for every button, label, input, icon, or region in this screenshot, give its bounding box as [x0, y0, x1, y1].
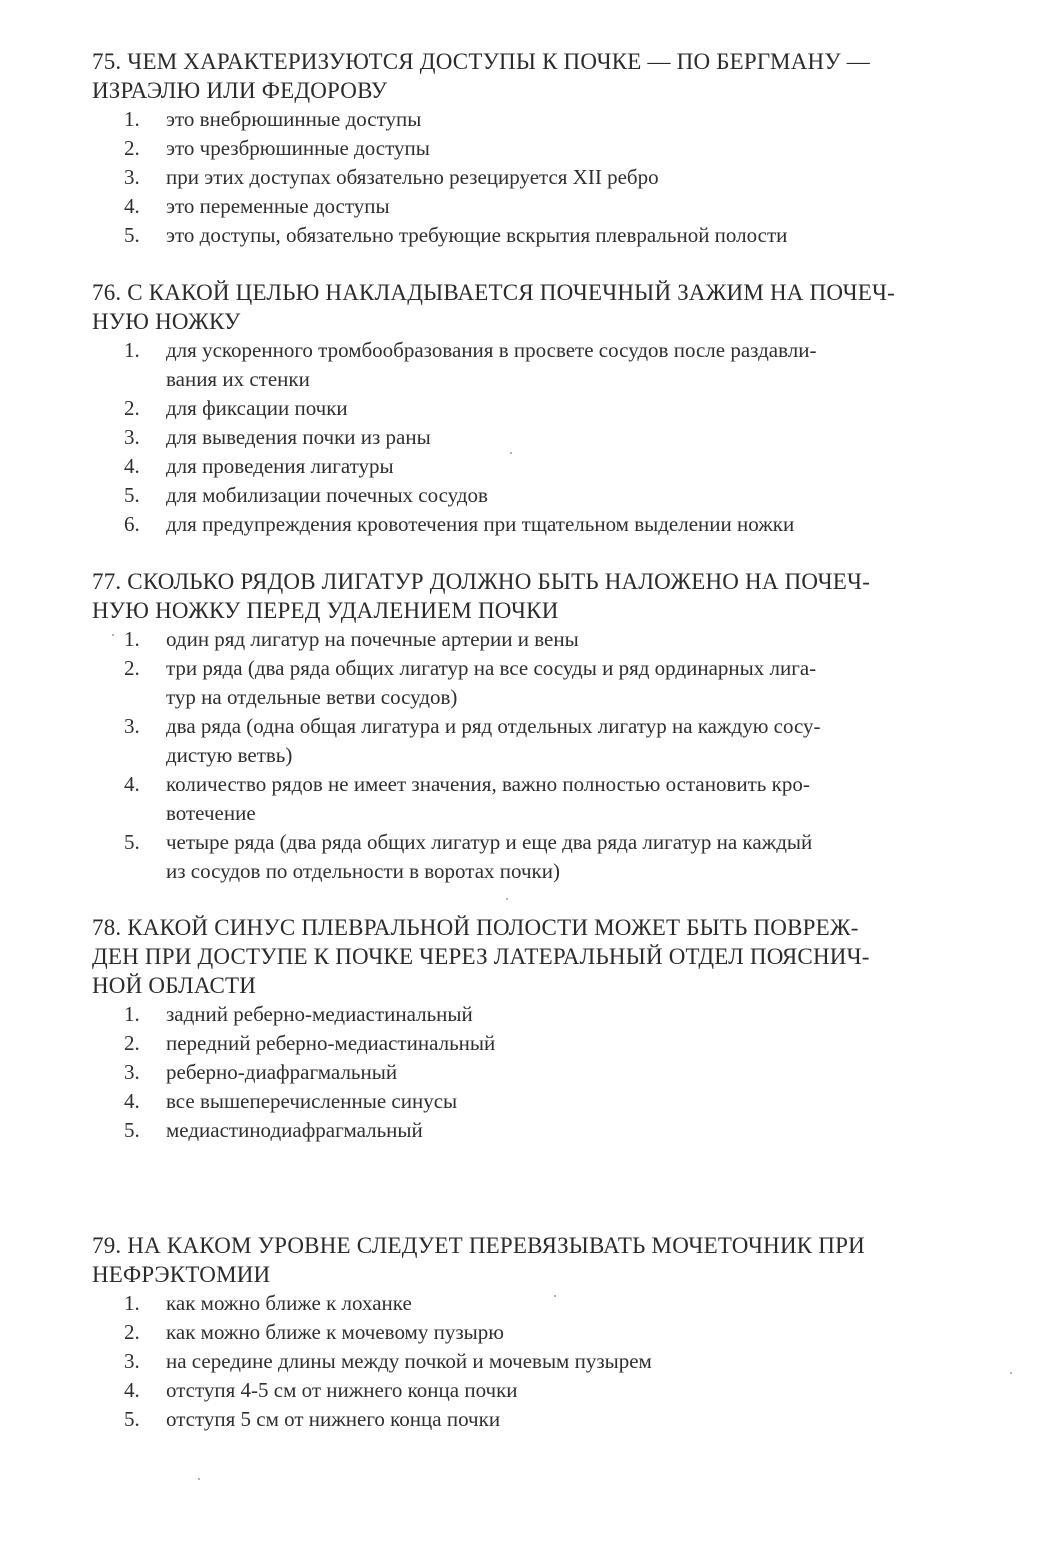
answer-item — [92, 510, 972, 539]
question-title-line: ДЕН ПРИ ДОСТУПЕ К ПОЧКЕ ЧЕРЕЗ ЛАТЕРАЛЬНЫЙ ОТДЕЛ ПОЯСНИЧ- — [92, 944, 870, 969]
answer-text: для предупреждения кровотечения при тщательном выделении ножки — [166, 512, 795, 536]
question-title-line: 75. ЧЕМ ХАРАКТЕРИЗУЮТСЯ ДОСТУПЫ К ПОЧКЕ — ПО БЕРГМАНУ — — [92, 49, 870, 74]
answer-text: для выведения почки из раны — [166, 425, 431, 449]
answer-number: 3. — [124, 165, 140, 189]
answer-list — [92, 1000, 972, 1145]
answer-item — [92, 1289, 972, 1318]
answer-text: это внебрюшинные доступы — [166, 107, 422, 131]
answer-item — [92, 336, 972, 394]
question-title-line: НЕФРЭКТОМИИ — [92, 1262, 271, 1287]
answer-item — [92, 192, 972, 221]
answer-list — [92, 336, 972, 539]
scan-speck — [198, 1478, 200, 1480]
answer-text: два ряда (одна общая лигатура и ряд отдельных лигатур на каждую сосу- — [166, 714, 821, 738]
question-title — [92, 278, 972, 336]
answer-item — [92, 828, 972, 886]
answer-list — [92, 625, 972, 886]
answer-number: 4. — [124, 1378, 140, 1402]
answer-item — [92, 134, 972, 163]
answer-item — [92, 1318, 972, 1347]
answer-item — [92, 1058, 972, 1087]
answer-item — [92, 1376, 972, 1405]
question-title-line: НУЮ НОЖКУ — [92, 309, 241, 334]
answer-number: 2. — [124, 1031, 140, 1055]
scan-speck — [510, 452, 512, 454]
answer-text: три ряда (два ряда общих лигатур на все сосуды и ряд ординарных лига- — [166, 656, 817, 680]
answer-text: задний реберно-медиастинальный — [166, 1002, 473, 1026]
answer-text: для фиксации почки — [166, 396, 348, 420]
answer-item — [92, 163, 972, 192]
answer-item — [92, 221, 972, 250]
answer-number: 2. — [124, 1320, 140, 1344]
answer-text: дистую ветвь) — [166, 743, 293, 767]
answer-item — [92, 1087, 972, 1116]
answer-text: тур на отдельные ветви сосудов) — [166, 685, 458, 709]
answer-list — [92, 1289, 972, 1434]
answer-text: четыре ряда (два ряда общих лигатур и еще два ряда лигатур на каждый — [166, 830, 813, 854]
question-title — [92, 47, 972, 105]
answer-number: 6. — [124, 512, 140, 536]
question-title — [92, 1231, 972, 1289]
answer-item — [92, 654, 972, 712]
answer-number: 3. — [124, 714, 140, 738]
answer-number: 2. — [124, 656, 140, 680]
question-76 — [92, 278, 972, 539]
answer-number: 5. — [124, 1407, 140, 1431]
answer-text: для мобилизации почечных сосудов — [166, 483, 488, 507]
answer-item — [92, 105, 972, 134]
question-title-line: 77. СКОЛЬКО РЯДОВ ЛИГАТУР ДОЛЖНО БЫТЬ НАЛОЖЕНО НА ПОЧЕЧ- — [92, 569, 871, 594]
answer-list — [92, 105, 972, 250]
answer-text: один ряд лигатур на почечные артерии и вены — [166, 627, 579, 651]
question-79 — [92, 1231, 972, 1434]
scan-speck — [506, 898, 508, 900]
question-title-line: 79. НА КАКОМ УРОВНЕ СЛЕДУЕТ ПЕРЕВЯЗЫВАТЬ МОЧЕТОЧНИК ПРИ — [92, 1233, 865, 1258]
answer-number: 1. — [124, 107, 140, 131]
answer-number: 2. — [124, 136, 140, 160]
answer-text: как можно ближе к лоханке — [166, 1291, 412, 1315]
answer-item — [92, 625, 972, 654]
question-title-line: НУЮ НОЖКУ ПЕРЕД УДАЛЕНИЕМ ПОЧКИ — [92, 598, 559, 623]
answer-text: это переменные доступы — [166, 194, 390, 218]
answer-text: для ускоренного тромбообразования в просвете сосудов после раздавли- — [166, 338, 817, 362]
answer-number: 4. — [124, 772, 140, 796]
answer-text: передний реберно-медиастинальный — [166, 1031, 496, 1055]
answer-text: отступя 4-5 см от нижнего конца почки — [166, 1378, 518, 1402]
answer-number: 1. — [124, 1291, 140, 1315]
answer-item — [92, 481, 972, 510]
answer-number: 1. — [124, 627, 140, 651]
answer-text: это чрезбрюшинные доступы — [166, 136, 430, 160]
answer-number: 3. — [124, 1349, 140, 1373]
question-title-line: ИЗРАЭЛЮ ИЛИ ФЕДОРОВУ — [92, 78, 388, 103]
answer-text: все вышеперечисленные синусы — [166, 1089, 458, 1113]
answer-number: 3. — [124, 1060, 140, 1084]
answer-item — [92, 1347, 972, 1376]
question-title-line: НОЙ ОБЛАСТИ — [92, 973, 257, 998]
answer-number: 4. — [124, 1089, 140, 1113]
answer-item — [92, 452, 972, 481]
question-title — [92, 567, 972, 625]
answer-number: 5. — [124, 1118, 140, 1142]
answer-number: 3. — [124, 425, 140, 449]
answer-item — [92, 423, 972, 452]
answer-number: 5. — [124, 483, 140, 507]
answer-number: 4. — [124, 454, 140, 478]
answer-text: при этих доступах обязательно резецируется XII ребро — [166, 165, 659, 189]
answer-number: 4. — [124, 194, 140, 218]
answer-text: как можно ближе к мочевому пузырю — [166, 1320, 504, 1344]
question-title-line: 78. КАКОЙ СИНУС ПЛЕВРАЛЬНОЙ ПОЛОСТИ МОЖЕТ БЫТЬ ПОВРЕЖ- — [92, 915, 859, 940]
answer-text: из сосудов по отдельности в воротах почки) — [166, 859, 560, 883]
answer-text: количество рядов не имеет значения, важно полностью остановить кро- — [166, 772, 810, 796]
answer-item — [92, 712, 972, 770]
question-title — [92, 913, 972, 1000]
answer-item — [92, 1405, 972, 1434]
scan-speck — [554, 1295, 556, 1297]
answer-text: вотечение — [166, 801, 256, 825]
answer-text: медиастинодиафрагмальный — [166, 1118, 423, 1142]
answer-number: 2. — [124, 396, 140, 420]
answer-text: это доступы, обязательно требующие вскрытия плевральной полости — [166, 223, 788, 247]
answer-number: 1. — [124, 1002, 140, 1026]
scan-speck — [112, 634, 114, 636]
question-78 — [92, 913, 972, 1145]
answer-text: реберно-диафрагмальный — [166, 1060, 398, 1084]
scan-speck — [1010, 1372, 1012, 1374]
answer-item — [92, 770, 972, 828]
question-77 — [92, 567, 972, 886]
answer-text: на середине длины между почкой и мочевым пузырем — [166, 1349, 652, 1373]
answer-item — [92, 394, 972, 423]
answer-text: для проведения лигатуры — [166, 454, 394, 478]
answer-number: 5. — [124, 223, 140, 247]
answer-text: отступя 5 см от нижнего конца почки — [166, 1407, 501, 1431]
answer-number: 5. — [124, 830, 140, 854]
question-75 — [92, 47, 972, 250]
answer-item — [92, 1116, 972, 1145]
answer-text: вания их стенки — [166, 367, 310, 391]
answer-item — [92, 1029, 972, 1058]
answer-number: 1. — [124, 338, 140, 362]
question-title-line: 76. С КАКОЙ ЦЕЛЬЮ НАКЛАДЫВАЕТСЯ ПОЧЕЧНЫЙ ЗАЖИМ НА ПОЧЕЧ- — [92, 280, 895, 305]
answer-item — [92, 1000, 972, 1029]
